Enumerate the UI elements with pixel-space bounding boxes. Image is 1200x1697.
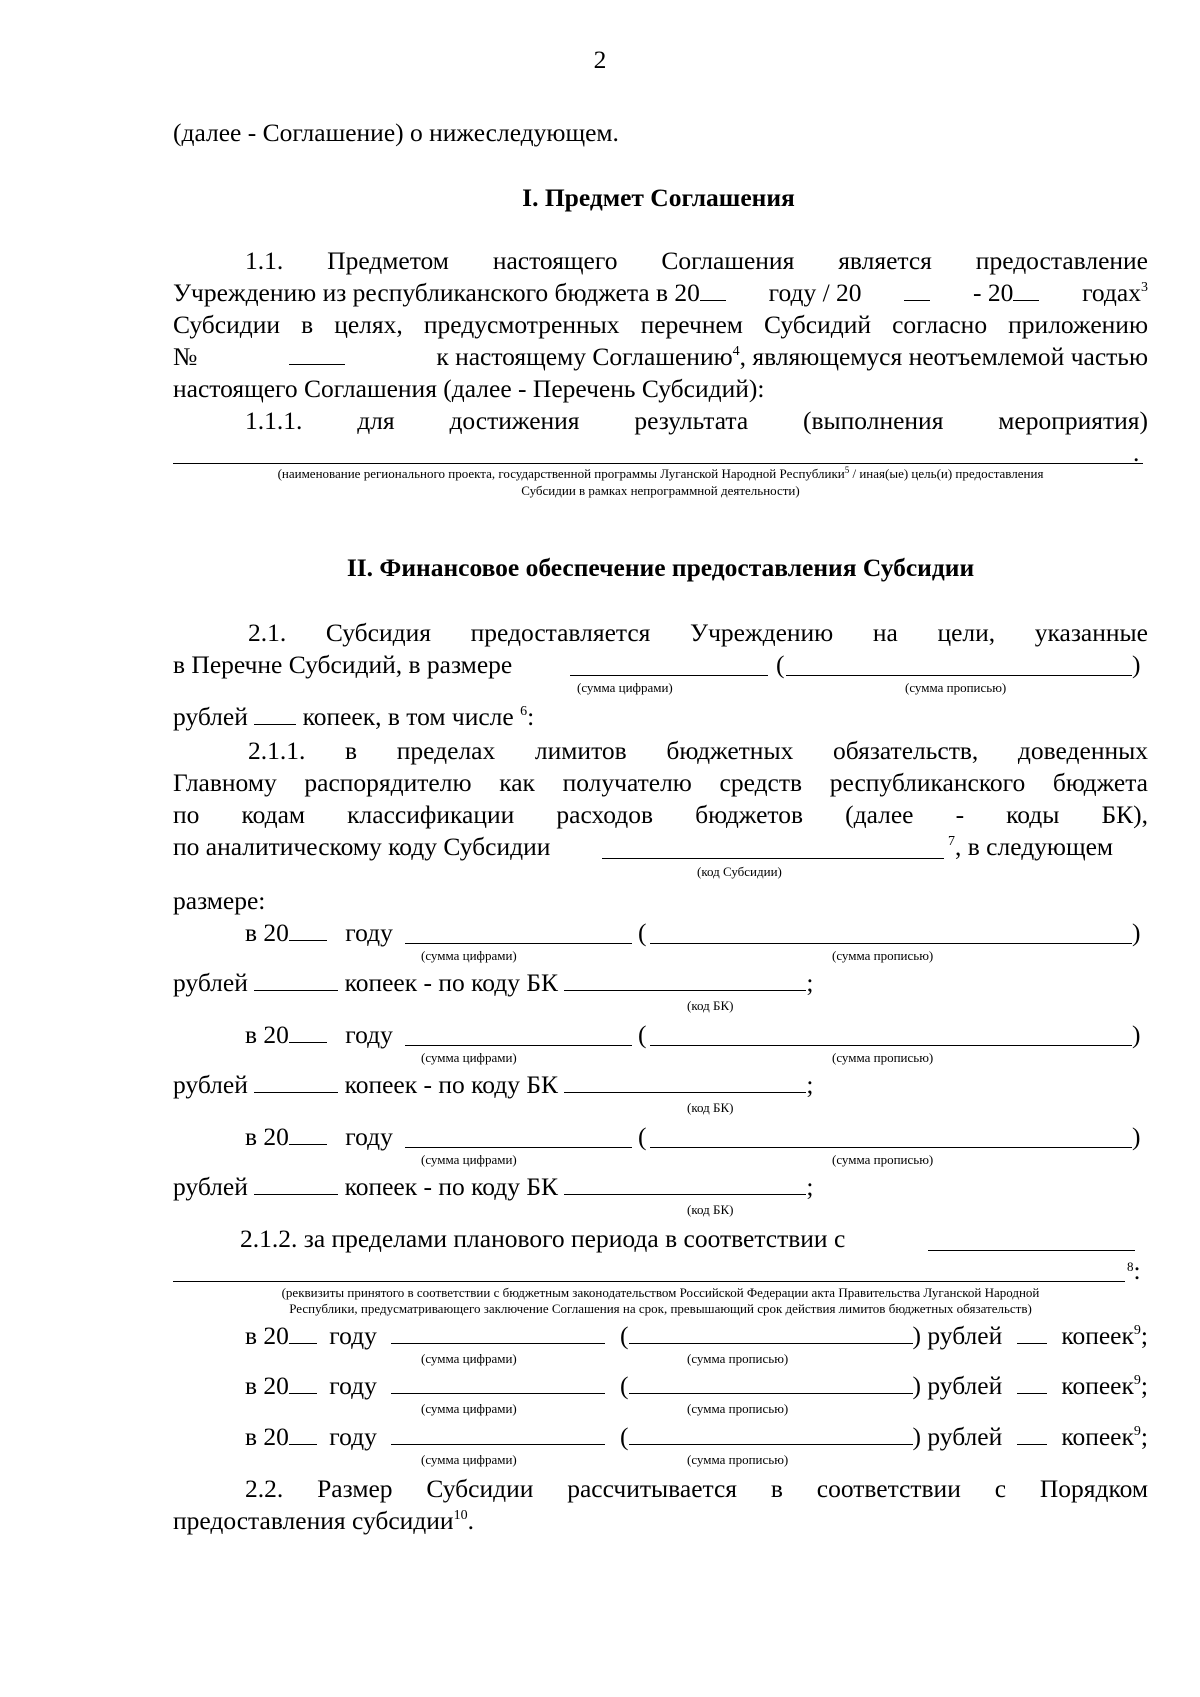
year1-text: в 20 году <box>245 918 393 947</box>
caption-purpose-line1: (наименование регионального проекта, государственной программы Луганской Народной Республики$^5$ / иная(ые) цель(и) предоставления <box>277 465 1044 481</box>
p111-line: 1.1.1. для достижения результата (выполнения мероприятия) <box>245 406 1148 435</box>
beyond-year1-caption-digits: (сумма цифрами) <box>421 1351 517 1366</box>
beyond-year3-row: в 20 году ( ) рублей копеек$^9$; <box>245 1422 1148 1451</box>
caption-requisites-line2: Республики, предусматривающего заключение Соглашения на срок, превышающий срок действия лимитов бюджетных обязательств) <box>289 1301 1032 1316</box>
year3-rubles-line: рублей копеек - по коду БК ; <box>173 1172 814 1201</box>
p212-end: $^8$: <box>1127 1256 1141 1285</box>
beyond-year1-row: в 20 году ( ) рублей копеек$^9$; <box>245 1321 1148 1350</box>
open-paren: ( <box>776 650 785 679</box>
footnote-9: 9 <box>1133 1424 1141 1439</box>
year3-words-blank <box>650 1147 1132 1148</box>
razmere: размере: <box>173 886 266 915</box>
section2-title: II. Финансовое обеспечение предоставления Субсидии <box>346 553 975 582</box>
year3-close-paren: ) <box>1132 1122 1141 1151</box>
footnote-7: 7 <box>948 834 955 849</box>
footnote-3: 3 <box>1140 280 1148 295</box>
beyond-year3-caption-digits: (сумма цифрами) <box>421 1452 517 1467</box>
p11-line2: Учреждению из республиканского бюджета в 20 году / 20 - 20 годах$^3$ <box>173 278 1148 307</box>
year1-caption-digits: (сумма цифрами) <box>421 948 517 963</box>
caption-code-subsidy: (код Субсидии) <box>697 864 782 879</box>
year1-close-paren: ) <box>1132 918 1141 947</box>
year2-rubles-line: рублей копеек - по коду БК ; <box>173 1070 814 1099</box>
year3-caption-words: (сумма прописью) <box>832 1152 934 1167</box>
year1-caption-bk: (код БК) <box>687 998 734 1013</box>
beyond-year1-caption-words: (сумма прописью) <box>687 1351 789 1366</box>
year1-words-blank <box>650 943 1132 944</box>
p211-line4-end: $^7$, в следующем <box>948 832 1114 861</box>
code-subsidy-blank <box>602 858 944 859</box>
p211-line3: по кодам классификации расходов бюджетов (далее - коды БК), <box>173 800 1148 829</box>
caption-requisites-line1: (реквизиты принятого в соответствии с бюджетным законодательством Российской Федерации акта Правительства Луганской Народной <box>281 1285 1040 1300</box>
year3-caption-digits: (сумма цифрами) <box>421 1152 517 1167</box>
p211-line1: 2.1.1. в пределах лимитов бюджетных обязательств, доведенных <box>248 736 1148 765</box>
year1-caption-words: (сумма прописью) <box>832 948 934 963</box>
sum-digits-blank <box>570 675 768 676</box>
p211-line2: Главному распорядителю как получателю средств республиканского бюджета <box>173 768 1148 797</box>
year3-text: в 20 году <box>245 1122 393 1151</box>
p22-line2: предоставления субсидии$^{10}$. <box>173 1506 474 1535</box>
beyond-year2-caption-digits: (сумма цифрами) <box>421 1401 517 1416</box>
section1-title: I. Предмет Соглашения <box>522 183 795 212</box>
year1-open-paren: ( <box>638 918 647 947</box>
p11-line3: Субсидии в целях, предусмотренных перечнем Субсидий согласно приложению <box>173 310 1148 339</box>
p111-period: . <box>1133 438 1140 467</box>
p22-line1: 2.2. Размер Субсидии рассчитывается в соответствии с Порядком <box>245 1474 1148 1503</box>
caption-purpose-line2: Субсидии в рамках непрограммной деятельности) <box>521 483 800 498</box>
year2-open-paren: ( <box>638 1020 647 1049</box>
year1-digits-blank <box>405 943 632 944</box>
sum-words-blank <box>786 675 1132 676</box>
year2-close-paren: ) <box>1132 1020 1141 1049</box>
year2-text: в 20 году <box>245 1020 393 1049</box>
footnote-9: 9 <box>1133 1323 1141 1338</box>
p11-line4: № к настоящему Соглашению$^4$, являющемуся неотъемлемой частью <box>173 342 1148 371</box>
year2-digits-blank <box>405 1045 632 1046</box>
footnote-8: 8 <box>1127 1259 1134 1274</box>
p21-line3: рублей копеек, в том числе $^6$: <box>173 702 535 731</box>
year2-caption-bk: (код БК) <box>687 1100 734 1115</box>
beyond-year3-caption-words: (сумма прописью) <box>687 1452 789 1467</box>
footnote-5: 5 <box>844 465 850 475</box>
footnote-6: 6 <box>520 704 528 719</box>
p212-blank <box>928 1250 1135 1251</box>
p212-blank-line2 <box>173 1281 1125 1282</box>
close-paren: ) <box>1132 650 1141 679</box>
footnote-9: 9 <box>1133 1373 1141 1388</box>
page-number: 2 <box>593 45 607 74</box>
p211-line4-text: по аналитическому коду Субсидии <box>173 832 551 861</box>
caption-sum-words: (сумма прописью) <box>905 680 1007 695</box>
footnote-4: 4 <box>732 344 740 359</box>
year1-rubles-line: рублей копеек - по коду БК ; <box>173 968 814 997</box>
year2-caption-words: (сумма прописью) <box>832 1050 934 1065</box>
purpose-blank-line <box>173 463 1143 464</box>
p11-line5: настоящего Соглашения (далее - Перечень Субсидий): <box>173 374 765 403</box>
beyond-year2-row: в 20 году ( ) рублей копеек$^9$; <box>245 1371 1148 1400</box>
caption-sum-digits: (сумма цифрами) <box>577 680 673 695</box>
beyond-year2-caption-words: (сумма прописью) <box>687 1401 789 1416</box>
p11-line1: 1.1. Предметом настоящего Соглашения является предоставление <box>245 246 1148 275</box>
year3-open-paren: ( <box>638 1122 647 1151</box>
p21-line1: 2.1. Субсидия предоставляется Учреждению на цели, указанные <box>248 618 1148 647</box>
year3-digits-blank <box>405 1147 632 1148</box>
year2-words-blank <box>650 1045 1132 1046</box>
year2-caption-digits: (сумма цифрами) <box>421 1050 517 1065</box>
p21-line2-text: в Перечне Субсидий, в размере <box>173 650 513 679</box>
intro-line: (далее - Соглашение) о нижеследующем. <box>173 118 619 147</box>
year3-caption-bk: (код БК) <box>687 1202 734 1217</box>
footnote-10: 10 <box>453 1508 468 1523</box>
p212-line: 2.1.2. за пределами планового периода в соответствии с <box>240 1224 846 1253</box>
